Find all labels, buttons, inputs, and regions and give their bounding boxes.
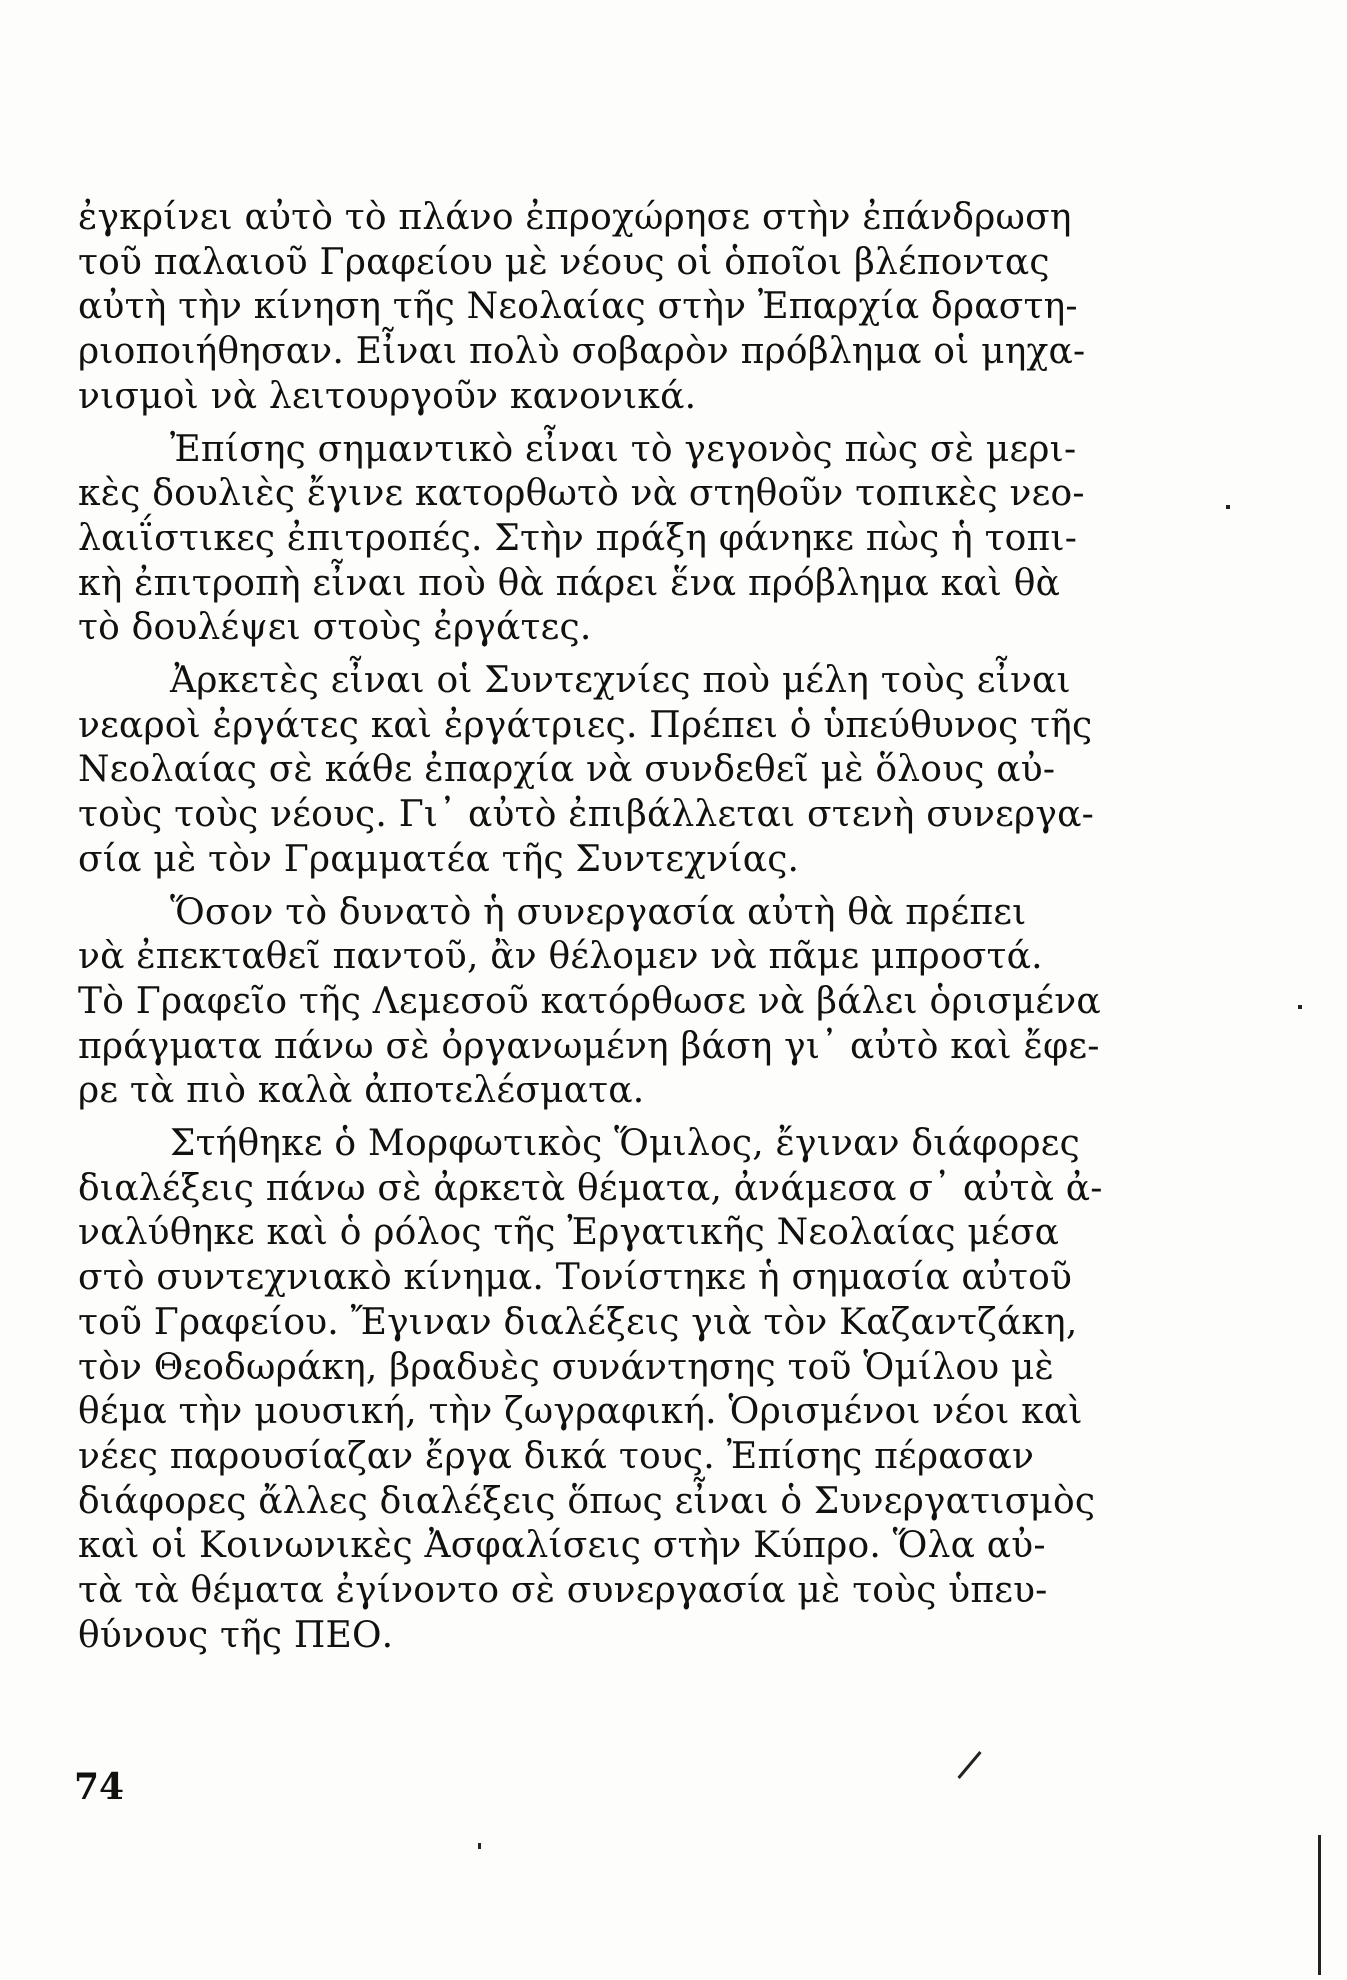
text-line: τὸ δουλέψει στοὺς ἐργάτες. bbox=[78, 607, 592, 649]
scan-artifact-edge bbox=[1318, 1835, 1321, 1975]
text-line: Νεολαίας σὲ κάθε ἐπαρχία νὰ συνδεθεῖ μὲ ὅλους αὐ- bbox=[78, 749, 1056, 791]
text-line: τοὺς τοὺς νέους. Γι᾿ αὐτὸ ἐπιβάλλεται στενὴ συνεργα- bbox=[78, 794, 1094, 836]
text-line: ἐγκρίνει αὐτὸ τὸ πλάνο ἐπροχώρησε στὴν ἐπάνδρωση bbox=[78, 197, 1072, 238]
text-line: ρε τὰ πιὸ καλὰ ἀποτελέσματα. bbox=[78, 1070, 645, 1112]
text-line: τοῦ παλαιοῦ Γραφείου μὲ νέους οἱ ὁποῖοι βλέποντας bbox=[78, 241, 1050, 283]
scan-artifact-dot bbox=[478, 1843, 481, 1849]
text-line: τοῦ Γραφείου. Ἔγιναν διαλέξεις γιὰ τὸν Καζαντζάκη, bbox=[78, 1301, 1078, 1343]
text-line: καὶ οἱ Κοινωνικὲς Ἀσφαλίσεις στὴν Κύπρο. Ὅλα αὐ- bbox=[78, 1525, 1046, 1567]
text-line: κὴ ἐπιτροπὴ εἶναι ποὺ θὰ πάρει ἕνα πρόβλημα καὶ θὰ bbox=[78, 562, 1061, 604]
text-line: τὰ τὰ θέματα ἐγίνοντο σὲ συνεργασία μὲ τοὺς ὑπευ- bbox=[78, 1570, 1048, 1612]
page-number: 74 bbox=[74, 1766, 125, 1808]
paragraph-1 bbox=[78, 196, 1163, 420]
text-line: Ὅσον τὸ δυνατὸ ἡ συνεργασία αὐτὴ θὰ πρέπει bbox=[170, 891, 1027, 933]
paragraph-3 bbox=[78, 659, 1163, 883]
text-line: στὸ συντεχνιακὸ κίνημα. Τονίστηκε ἡ σημασία αὐτοῦ bbox=[78, 1257, 1073, 1299]
paragraph-2 bbox=[78, 428, 1163, 652]
text-line: πράγματα πάνω σὲ ὀργανωμένη βάση γι᾿ αὐτὸ καὶ ἔφε- bbox=[78, 1025, 1100, 1067]
text-line: Στήθηκε ὁ Μορφωτικὸς Ὅμιλος, ἔγιναν διάφορες bbox=[170, 1123, 1080, 1165]
body-text bbox=[78, 196, 1163, 1667]
scan-artifact-dot bbox=[1298, 1005, 1302, 1009]
text-line: τὸν Θεοδωράκη, βραδυὲς συνάντησης τοῦ Ὁμίλου μὲ bbox=[78, 1346, 1055, 1388]
text-line: νέες παρουσίαζαν ἔργα δικά τους. Ἐπίσης πέρασαν bbox=[78, 1435, 1035, 1477]
text-line: νὰ ἐπεκταθεῖ παντοῦ, ἂν θέλομεν νὰ πᾶμε μπροστά. bbox=[78, 936, 1043, 978]
text-line: νεαροὶ ἐργάτες καὶ ἐργάτριες. Πρέπει ὁ ὑπεύθυνος τῆς bbox=[78, 704, 1093, 746]
paragraph-4 bbox=[78, 891, 1163, 1115]
text-line: αὐτὴ τὴν κίνηση τῆς Νεολαίας στὴν Ἐπαρχία δραστη- bbox=[78, 286, 1078, 328]
scan-artifact-slash bbox=[957, 1751, 981, 1779]
text-line: θύνους τῆς ΠΕΟ. bbox=[78, 1614, 394, 1656]
text-line: ριοποιήθησαν. Εἶναι πολὺ σοβαρὸν πρόβλημα οἱ μηχα- bbox=[78, 331, 1086, 373]
text-line: κὲς δουλιὲς ἔγινε κατορθωτὸ νὰ στηθοῦν τοπικὲς νεο- bbox=[78, 473, 1085, 515]
text-line: Ἀρκετὲς εἶναι οἱ Συντεχνίες ποὺ μέλη τοὺς εἶναι bbox=[170, 660, 1071, 702]
text-line: θέμα τὴν μουσική, τὴν ζωγραφική. Ὁρισμένοι νέοι καὶ bbox=[78, 1391, 1083, 1433]
text-line: Ἐπίσης σημαντικὸ εἶναι τὸ γεγονὸς πὼς σὲ μερι- bbox=[170, 428, 1077, 470]
text-line: διάφορες ἄλλες διαλέξεις ὅπως εἶναι ὁ Συνεργατισμὸς bbox=[78, 1480, 1096, 1522]
text-line: λαιΐστικες ἐπιτροπές. Στὴν πράξη φάνηκε πὼς ἡ τοπι- bbox=[78, 517, 1078, 559]
text-line: διαλέξεις πάνω σὲ ἀρκετὰ θέματα, ἀνάμεσα σ᾿ αὐτὰ ἀ- bbox=[78, 1167, 1103, 1209]
paragraph-5 bbox=[78, 1122, 1163, 1658]
text-line: νισμοὶ νὰ λειτουργοῦν κανονικά. bbox=[78, 375, 697, 417]
text-line: Τὸ Γραφεῖο τῆς Λεμεσοῦ κατόρθωσε νὰ βάλει ὁρισμένα bbox=[78, 980, 1101, 1022]
text-line: ναλύθηκε καὶ ὁ ρόλος τῆς Ἐργατικῆς Νεολαίας μέσα bbox=[78, 1212, 1060, 1254]
text-line: σία μὲ τὸν Γραμματέα τῆς Συντεχνίας. bbox=[78, 838, 800, 880]
scan-artifact-dot bbox=[1226, 505, 1230, 509]
